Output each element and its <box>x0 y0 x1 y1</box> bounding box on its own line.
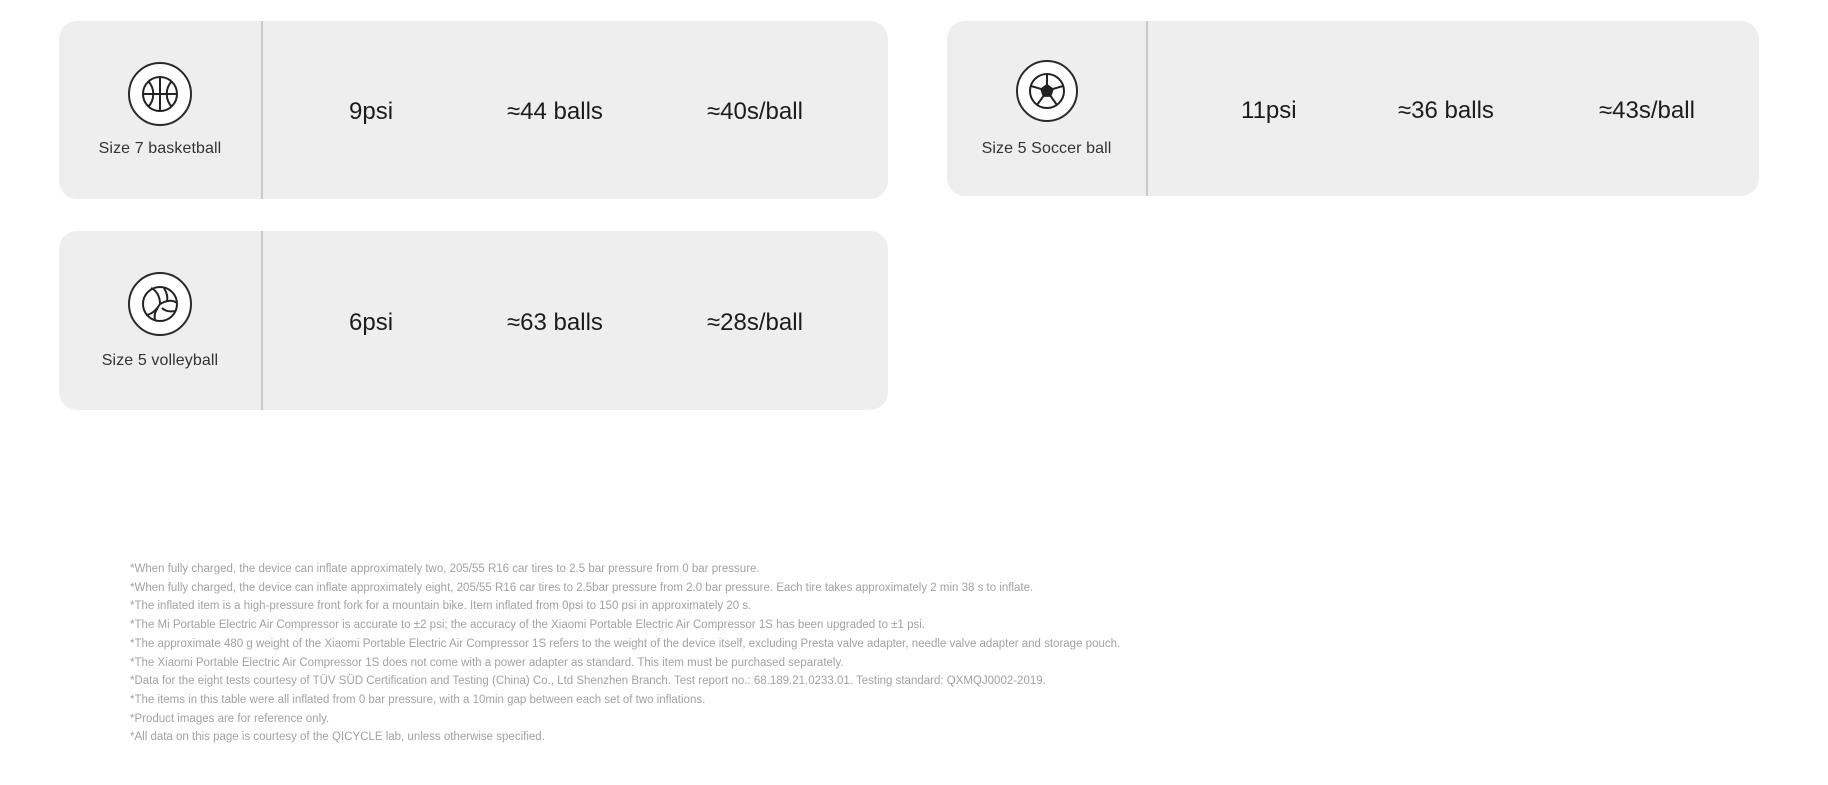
time-per-ball-value: ≈28s/ball <box>707 308 803 336</box>
footnote: *When fully charged, the device can inflate approximately two, 205/55 R16 car tires to 2.5 bar pressure from 0 bar pressure. <box>130 563 760 575</box>
stats-row <box>263 231 888 410</box>
time-per-ball-value: ≈43s/ball <box>1599 96 1695 124</box>
footnote: *The approximate 480 g weight of the Xiaomi Portable Electric Air Compressor 1S refers to the weight of the device itself, excluding Presta valve adapter, needle valve adapter and storage pouch. <box>130 637 1121 650</box>
footnote: *The items in this table were all inflated from 0 bar pressure, with a 10min gap between each set of two inflations. <box>130 693 706 706</box>
pressure-value: 6psi <box>349 308 394 336</box>
footnote: *Product images are for reference only. <box>130 712 330 725</box>
basketball-icon <box>128 62 192 126</box>
ball-name: Size 5 volleyball <box>101 351 219 369</box>
ball-info <box>947 21 1148 196</box>
ball-name: Size 7 basketball <box>98 140 222 157</box>
footnote: *When fully charged, the device can inflate approximately eight, 205/55 R16 car tires to 2.5bar pressure from 2.0 bar pressure. Each tire takes approximately 2 min 38 s to inflate. <box>130 581 1034 594</box>
ball-count-value: ≈63 balls <box>507 308 603 336</box>
footnote: *The inflated item is a high-pressure front fork for a mountain bike. Item inflated from 0psi to 150 psi in approximately 20 s. <box>130 600 752 613</box>
stats-row <box>263 21 888 199</box>
stats-row <box>1148 21 1759 196</box>
volleyball-card <box>59 231 888 410</box>
ball-info <box>59 231 263 410</box>
volleyball-icon <box>128 272 192 336</box>
ball-count-value: ≈36 balls <box>1398 96 1494 124</box>
footnote: *The Xiaomi Portable Electric Air Compressor 1S does not come with a power adapter as standard. This item must be purchased separately. <box>130 656 844 669</box>
basketball-card <box>59 21 888 199</box>
footnote: *All data on this page is courtesy of the QICYCLE lab, unless otherwise specified. <box>130 731 545 744</box>
ball-count-value: ≈44 balls <box>507 98 603 125</box>
pressure-value: 9psi <box>349 98 394 125</box>
footnotes <box>130 560 1120 747</box>
ball-name: Size 5 Soccer ball <box>981 139 1112 157</box>
pressure-value: 11psi <box>1241 96 1297 124</box>
time-per-ball-value: ≈40s/ball <box>707 98 803 125</box>
ball-info <box>59 21 263 199</box>
footnote: *Data for the eight tests courtesy of TÜV SÜD Certification and Testing (China) Co., Ltd Shenzhen Branch. Test report no.: 68.189.21.0233.01. Testing standard: QXMQJ0002-2019. <box>130 675 1046 688</box>
footnote: *The Mi Portable Electric Air Compressor is accurate to ±2 psi; the accuracy of the Xiaomi Portable Electric Air Compressor 1S has been upgraded to ±1 psi. <box>130 619 925 632</box>
soccer-ball-card <box>947 21 1759 196</box>
soccer-ball-icon <box>1016 60 1078 122</box>
